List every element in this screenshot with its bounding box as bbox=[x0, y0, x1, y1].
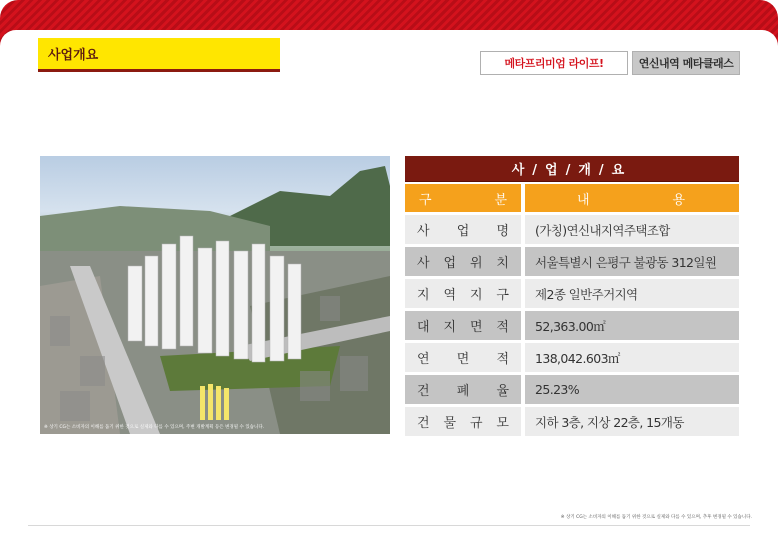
table-row-site-area bbox=[405, 311, 739, 340]
row-value: 지하 3층, 지상 22층, 15개동 bbox=[525, 407, 739, 436]
bottom-divider bbox=[28, 525, 750, 526]
table-row-project-name bbox=[405, 215, 739, 244]
rendering-illustration bbox=[40, 156, 390, 434]
header-category: 구 분 bbox=[405, 184, 521, 212]
table-row-zoning bbox=[405, 279, 739, 308]
table-title: 사/업/개/요 bbox=[405, 156, 739, 182]
table-row-location bbox=[405, 247, 739, 276]
header-content: 내 용 bbox=[525, 184, 739, 212]
table-row-coverage-ratio bbox=[405, 375, 739, 404]
row-label: 연 면 적 bbox=[405, 343, 521, 372]
row-value: 제2종 일반주거지역 bbox=[525, 279, 739, 308]
row-label: 지 역 지 구 bbox=[405, 279, 521, 308]
complex-rendering-image bbox=[40, 156, 390, 434]
project-overview-table bbox=[405, 156, 739, 436]
disclaimer-footnote: ※ 상기 CG는 소비자의 이해를 돕기 위한 것으로 실제와 다를 수 있으며, 추후 변경될 수 있습니다. bbox=[560, 515, 752, 520]
row-value: 25.23% bbox=[525, 375, 739, 404]
table-row-building-scale bbox=[405, 407, 739, 436]
section-title: 사업개요 bbox=[38, 38, 280, 72]
table-header-row bbox=[405, 184, 739, 212]
row-value: (가칭)연신내지역주택조합 bbox=[525, 215, 739, 244]
row-label: 대 지 면 적 bbox=[405, 311, 521, 340]
row-value: 138,042.603㎡ bbox=[525, 343, 739, 372]
tab-meta-premium-life[interactable]: 메타프리미엄 라이프! bbox=[480, 51, 628, 75]
row-value: 52,363.00㎡ bbox=[525, 311, 739, 340]
row-label: 건 폐 율 bbox=[405, 375, 521, 404]
row-label: 사 업 명 bbox=[405, 215, 521, 244]
tab-yeonsinnae-metaclass[interactable]: 연신내역 메타클래스 bbox=[632, 51, 740, 75]
row-label: 건 물 규 모 bbox=[405, 407, 521, 436]
table-row-total-floor-area bbox=[405, 343, 739, 372]
row-value: 서울특별시 은평구 불광동 312일원 bbox=[525, 247, 739, 276]
row-label: 사 업 위 치 bbox=[405, 247, 521, 276]
rendering-caption: ※ 상기 CG는 소비자의 이해를 돕기 위한 것으로 실제와 다를 수 있으며, 주변 개발계획 등은 변경될 수 있습니다. bbox=[44, 425, 265, 430]
